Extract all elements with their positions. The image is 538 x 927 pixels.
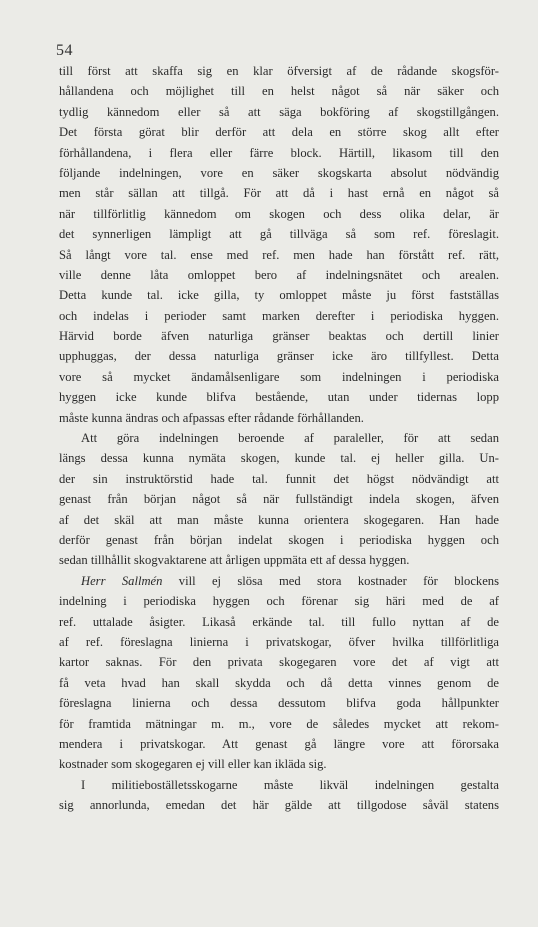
text-line: kostnader som skogegaren ej vill eller kan ikläda sig. xyxy=(59,757,327,772)
text-line: måste kunna ändras och afpassas efter rådande förhållanden. xyxy=(59,410,364,425)
text-line: Att göra indelningen beroende af paraleller, för att sedan xyxy=(81,431,499,446)
text-line: men står sällan att tillgå. För att då i hast ernå en något så xyxy=(59,186,499,201)
text-line: och indelas i perioder samt marken derefter i periodiska hyggen. xyxy=(59,308,499,323)
text-line-rest: vill ej slösa med stora kostnader för blockens xyxy=(162,573,499,588)
text-line: längs dessa kunna nymäta skogen, kunde tal. ej heller gilla. Un- xyxy=(59,451,499,466)
text-line: af ref. föreslagna linierna i privatskogar, öfver hvilka tillförlitliga xyxy=(59,634,499,649)
text-line: föreslagna linierna och dessa dessutom blifva goda hållpunkter xyxy=(59,696,499,711)
text-line: vore så mycket ändamålsenligare som indelningen i periodiska xyxy=(59,369,499,384)
text-line: der sin instruktörstid hade tal. funnit det högst nödvändigt att xyxy=(59,471,499,486)
text-line: mendera i privatskogar. Att genast gå längre vore att förorsaka xyxy=(59,736,499,751)
page-number: 54 xyxy=(56,42,73,59)
text-line: för framtida mätningar m. m., vore de således mycket att rekom- xyxy=(59,716,499,731)
text-line: sedan tillhållit skogvaktarene att årligen uppmäta ett af dessa hyggen. xyxy=(59,553,410,568)
text-line: upphuggas, der dessa naturliga gränser icke äro tillfyllest. Detta xyxy=(59,349,499,364)
text-line: I militiebostället​sskogarne måste likväl indelningen gestalta xyxy=(81,777,499,792)
text-line: hållandena och möjlighet till en helst något så när säker och xyxy=(59,84,499,99)
text-line: hyggen icke kunde blifva bestående, utan under tidernas lopp xyxy=(59,390,499,405)
text-line: ref. uttalade åsigter. Likaså erkände tal. till fullo nyttan af de xyxy=(59,614,499,629)
body-text xyxy=(59,61,499,815)
text-line: Härvid borde äfven naturliga gränser beaktas och dertill linier xyxy=(59,329,499,344)
text-line: genast från början något så när fullständigt indela skogen, äfven xyxy=(59,492,499,507)
text-line: Det första görat blir derför att dela en större skog allt efter xyxy=(59,125,499,140)
text-line: följande indelningen, vore en säker skogskarta absolut nödvändig xyxy=(59,165,499,180)
text-line: till först att skaffa sig en klar öfversigt af de rådande skogsför- xyxy=(59,64,499,78)
text-line: derför genast från början indelat skogen i periodiska hyggen och xyxy=(59,532,499,547)
text-line: tydlig kännedom eller så att säga bokföring af skogstillgången. xyxy=(59,104,499,119)
text-line: få veta hvad han skall skydda och då detta vinnes genom de xyxy=(59,675,499,690)
text-line: af det skäl att man måste kunna orientera skogegaren. Han hade xyxy=(59,512,499,527)
text-line: sig annorlunda, emedan det här gälde att tillgodose såväl statens xyxy=(59,798,499,813)
text-line: det synnerligen lämpligt att gå tillväga så som ref. föreslagit. xyxy=(59,227,499,242)
text-line: Så långt vore tal. ense med ref. men hade han förstått ref. rätt, xyxy=(59,247,499,262)
text-line: ville denne låta omloppet bero af indelningsnätet och arealen. xyxy=(59,267,499,282)
text-line: när tillförlitlig kännedom om skogen och dess olika delar, är xyxy=(59,206,499,221)
text-line xyxy=(59,571,499,591)
text-line: Detta kunde tal. icke gilla, ty omloppet måste ju först fastställas xyxy=(59,288,499,303)
speaker-name: Herr Sallmén xyxy=(81,573,163,588)
text-line: kartor saknas. För den privata skogegaren vore det af vigt att xyxy=(59,655,499,670)
text-line: indelning i periodiska hyggen och förenar sig häri med de af xyxy=(59,594,499,609)
text-line: förhållandena, i flera eller färre block. Härtill, likasom till den xyxy=(59,145,499,160)
